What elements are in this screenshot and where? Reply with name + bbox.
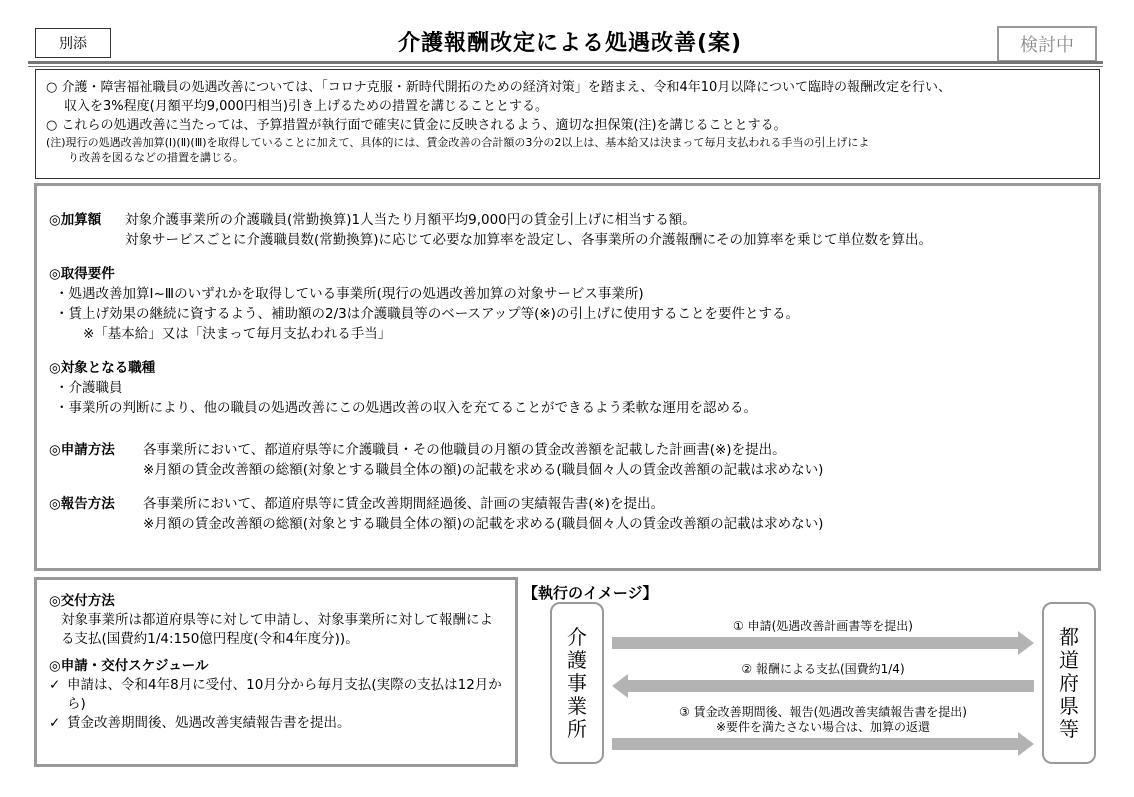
- summary-p1-line1: ○ 介護・障害福祉職員の処遇改善については、「コロナ克服・新時代開拓のための経済対策」を踏まえ、令和4年10月以降について臨時の報酬改定を行い、: [46, 80, 952, 95]
- report-line2: ※月額の賃金改善額の総額(対象とする職員全体の額)の記載を求める(職員個々人の賃金改善額の記載は求めない): [143, 516, 824, 532]
- grant-method-text: 対象事業所は都道府県等に対して申請し、対象事業所に対して報酬による支払(国費約1/4:150億円程度(令和4年度分))。: [61, 612, 493, 647]
- arrow-2-label: ② 報酬による支払(国費約1/4): [741, 662, 905, 676]
- report-label: ◎報告方法: [49, 496, 115, 512]
- attachment-tag: 別添: [35, 28, 111, 58]
- summary-p2: ○ これらの処遇改善に当たっては、予算措置が執行面で確実に賃金に反映されるよう、適切な担保策(注)を講じることとする。: [46, 118, 787, 133]
- schedule-label: ◎申請・交付スケジュール: [49, 658, 209, 674]
- requirement-note: ※「基本給」又は「決まって毎月支払われる手当」: [83, 326, 392, 342]
- apply-line1: 各事業所において、都道府県等に介護職員・その他職員の月額の賃金改善額を記載した計画書(※)を提出。: [143, 442, 786, 458]
- target-label: ◎対象となる職種: [49, 360, 156, 376]
- summary-p1-line2: 収入を3%程度(月額平均9,000円相当)引き上げるための措置を講じることとする。: [64, 99, 548, 114]
- care-facility-box: 介 護 事 業 所: [550, 602, 604, 764]
- status-badge: 検討中: [997, 26, 1097, 62]
- check-icon: ✓: [49, 677, 61, 693]
- arrow-3-label: ③ 賃金改善期間後、報告(処遇改善実績報告書を提出) ※要件を満たさない場合は、加算の返還: [679, 705, 967, 734]
- grant-method-label: ◎交付方法: [49, 593, 115, 609]
- requirement-label: ◎取得要件: [49, 266, 115, 282]
- target-item: ・ 事業所の判断により、他の職員の処遇改善にこの処遇改善の収入を充てることができるよう柔軟な運用を認める。: [49, 398, 1086, 418]
- summary-note-line2: り改善を図るなどの措置を講じる。: [68, 151, 244, 164]
- arrow-right-3: [612, 732, 1034, 756]
- requirement-item: ・ 賃上げ効果の継続に資するよう、補助額の2/3は介護職員等のベースアップ等(※)の引上げに使用することを要件とする。: [49, 304, 1086, 324]
- requirement-item: ・ 処遇改善加算Ⅰ~Ⅲのいずれかを取得している事業所(現行の処遇改善加算の対象サービス事業所): [49, 284, 1086, 304]
- report-line1: 各事業所において、都道府県等に賃金改善期間経過後、計画の実績報告書(※)を提出。: [143, 496, 665, 512]
- kasan-line2: 対象サービスごとに介護職員数(常勤換算)に応じて必要な加算率を設定し、各事業所の介護報酬にその加算率を乗じて単位数を算出。: [125, 232, 933, 248]
- kasan-line1: 対象介護事業所の介護職員(常勤換算)1人当たり月額平均9,000円の賃金引上げに相当する額。: [125, 212, 696, 228]
- target-item: ・ 介護職員: [49, 378, 1086, 398]
- kasan-label: ◎加算額: [49, 212, 102, 228]
- arrow-left-2: [612, 674, 1034, 698]
- schedule-item-text: 賃金改善期間後、処遇改善実績報告書を提出。: [67, 715, 351, 731]
- apply-line2: ※月額の賃金改善額の総額(対象とする職員全体の額)の記載を求める(職員個々人の賃金改善額の記載は求めない): [143, 462, 824, 478]
- summary-note-line1: (注)現行の処遇改善加算(Ⅰ)(Ⅱ)(Ⅲ)を取得していることに加えて、具体的には、賃金改善の合計額の3分の2以上は、基本給又は決まって毎月支払われる手当の引上げによ: [46, 136, 870, 149]
- arrow-1-label: ① 申請(処遇改善計画書等を提出): [733, 619, 913, 633]
- page-title: 介護報酬改定による処遇改善(案): [397, 31, 743, 56]
- execution-image-title: 【執行のイメージ】: [523, 584, 658, 602]
- prefecture-box: 都 道 府 県 等: [1042, 602, 1096, 764]
- arrow-right-1: [612, 631, 1034, 655]
- check-icon: ✓: [49, 715, 61, 731]
- schedule-item-text: 申請は、令和4年8月に受付、10月分から毎月支払(実際の支払は12月から): [67, 677, 502, 712]
- apply-label: ◎申請方法: [49, 442, 115, 458]
